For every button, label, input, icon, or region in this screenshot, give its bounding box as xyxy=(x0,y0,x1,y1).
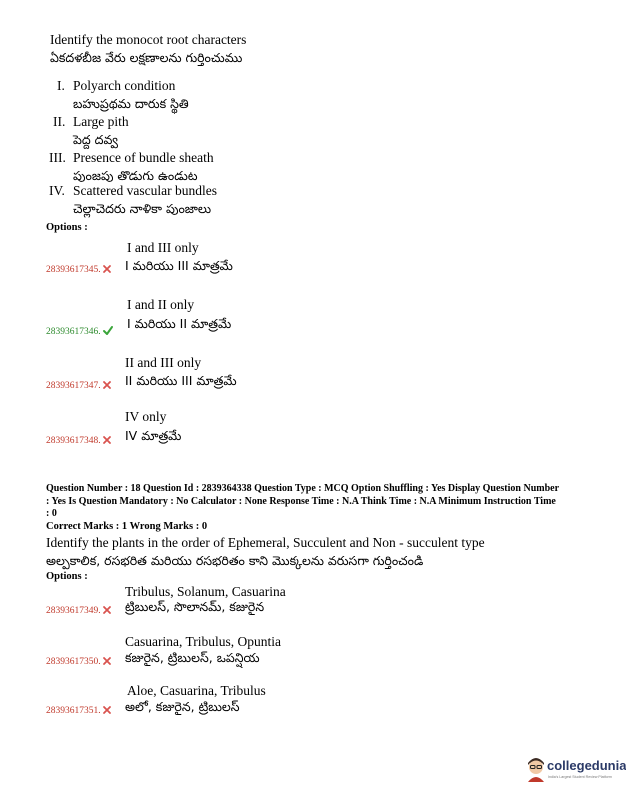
student-avatar-icon xyxy=(525,758,547,782)
option-text-te: అలో, కజురైన, ట్రిబులస్ xyxy=(125,699,240,714)
cross-icon xyxy=(103,436,111,447)
statement-number: III. xyxy=(49,150,66,165)
option-text-te: ట్రిబులస్, సొలానమ్, కజురైన xyxy=(125,599,265,614)
statement-text-te: పుంజపు తొడుగు ఉండుట xyxy=(73,168,198,183)
question-text-en: Identify the monocot root characters xyxy=(50,32,247,47)
option-id: 28393617349. xyxy=(46,606,111,617)
collegedunia-logo xyxy=(525,756,626,788)
question-text-en: Identify the plants in the order of Ephemeral, Succulent and Non - succulent type xyxy=(46,535,485,550)
option-id: 28393617351. xyxy=(46,706,111,717)
check-icon xyxy=(103,326,113,338)
statement-text-te: పెద్ద దవ్వ xyxy=(73,132,118,147)
option-text-en: Tribulus, Solanum, Casuarina xyxy=(125,584,286,599)
option-text-te: కజురైన, ట్రిబులస్, ఒపన్షియ xyxy=(125,650,260,665)
option-id: 28393617347. xyxy=(46,381,111,392)
statement-text-te: బహుప్రథమ దారుక స్థితి xyxy=(73,96,189,111)
option-text-en: I and III only xyxy=(127,240,199,255)
option-id: 28393617346. xyxy=(46,326,113,338)
cross-icon xyxy=(103,657,111,668)
statement-text-en: Polyarch condition xyxy=(73,78,176,93)
statement-text-en: Scattered vascular bundles xyxy=(73,183,217,198)
question-meta: Question Number : 18 Question Id : 2839364338 Question Type : MCQ Option Shuffling : Yes Display Question Number : Yes Is Question Mandatory : No Calculator : None Response Time : N.A Think Time : N.A Minimum Instruction Time : 0 xyxy=(46,483,559,519)
cross-icon xyxy=(103,706,111,717)
statement-text-te: చెల్లాచెదరు నాళికా పుంజాలు xyxy=(73,201,212,216)
question-marks: Correct Marks : 1 Wrong Marks : 0 xyxy=(46,521,208,532)
option-text-en: IV only xyxy=(125,409,167,424)
cross-icon xyxy=(103,265,111,276)
statement-number: IV. xyxy=(49,183,65,198)
statement-text-en: Large pith xyxy=(73,114,129,129)
cross-icon xyxy=(103,606,111,617)
option-text-te: II మరియు III మాత్రమే xyxy=(125,373,237,388)
option-text-te: I మరియు III మాత్రమే xyxy=(125,258,233,273)
option-text-en: I and II only xyxy=(127,297,195,312)
options-label: Options : xyxy=(46,222,88,233)
question-text-te: అల్పకాలిక, రసభరిత మరియు రసభరితం కాని మొక్కలను వరుసగా గుర్తించండి xyxy=(46,553,424,568)
logo-tagline: India's Largest Student Review Platform xyxy=(548,775,612,779)
logo-brand-text: collegedunia xyxy=(547,758,626,773)
options-label: Options : xyxy=(46,571,88,582)
option-text-en: Casuarina, Tribulus, Opuntia xyxy=(125,634,282,649)
statement-number: II. xyxy=(53,114,66,129)
option-id: 28393617345. xyxy=(46,265,111,276)
option-id: 28393617348. xyxy=(46,436,111,447)
statement-text-en: Presence of bundle sheath xyxy=(73,150,214,165)
option-text-en: II and III only xyxy=(125,355,202,370)
statement-number: I. xyxy=(57,78,65,93)
cross-icon xyxy=(103,381,111,392)
option-text-te: IV మాత్రమే xyxy=(125,428,182,443)
question-text-te: ఏకదళబీజ వేరు లక్షణాలను గుర్తించుము xyxy=(50,50,243,65)
option-text-te: I మరియు II మాత్రమే xyxy=(127,316,232,331)
option-id: 28393617350. xyxy=(46,657,111,668)
option-text-en: Aloe, Casuarina, Tribulus xyxy=(127,683,266,698)
